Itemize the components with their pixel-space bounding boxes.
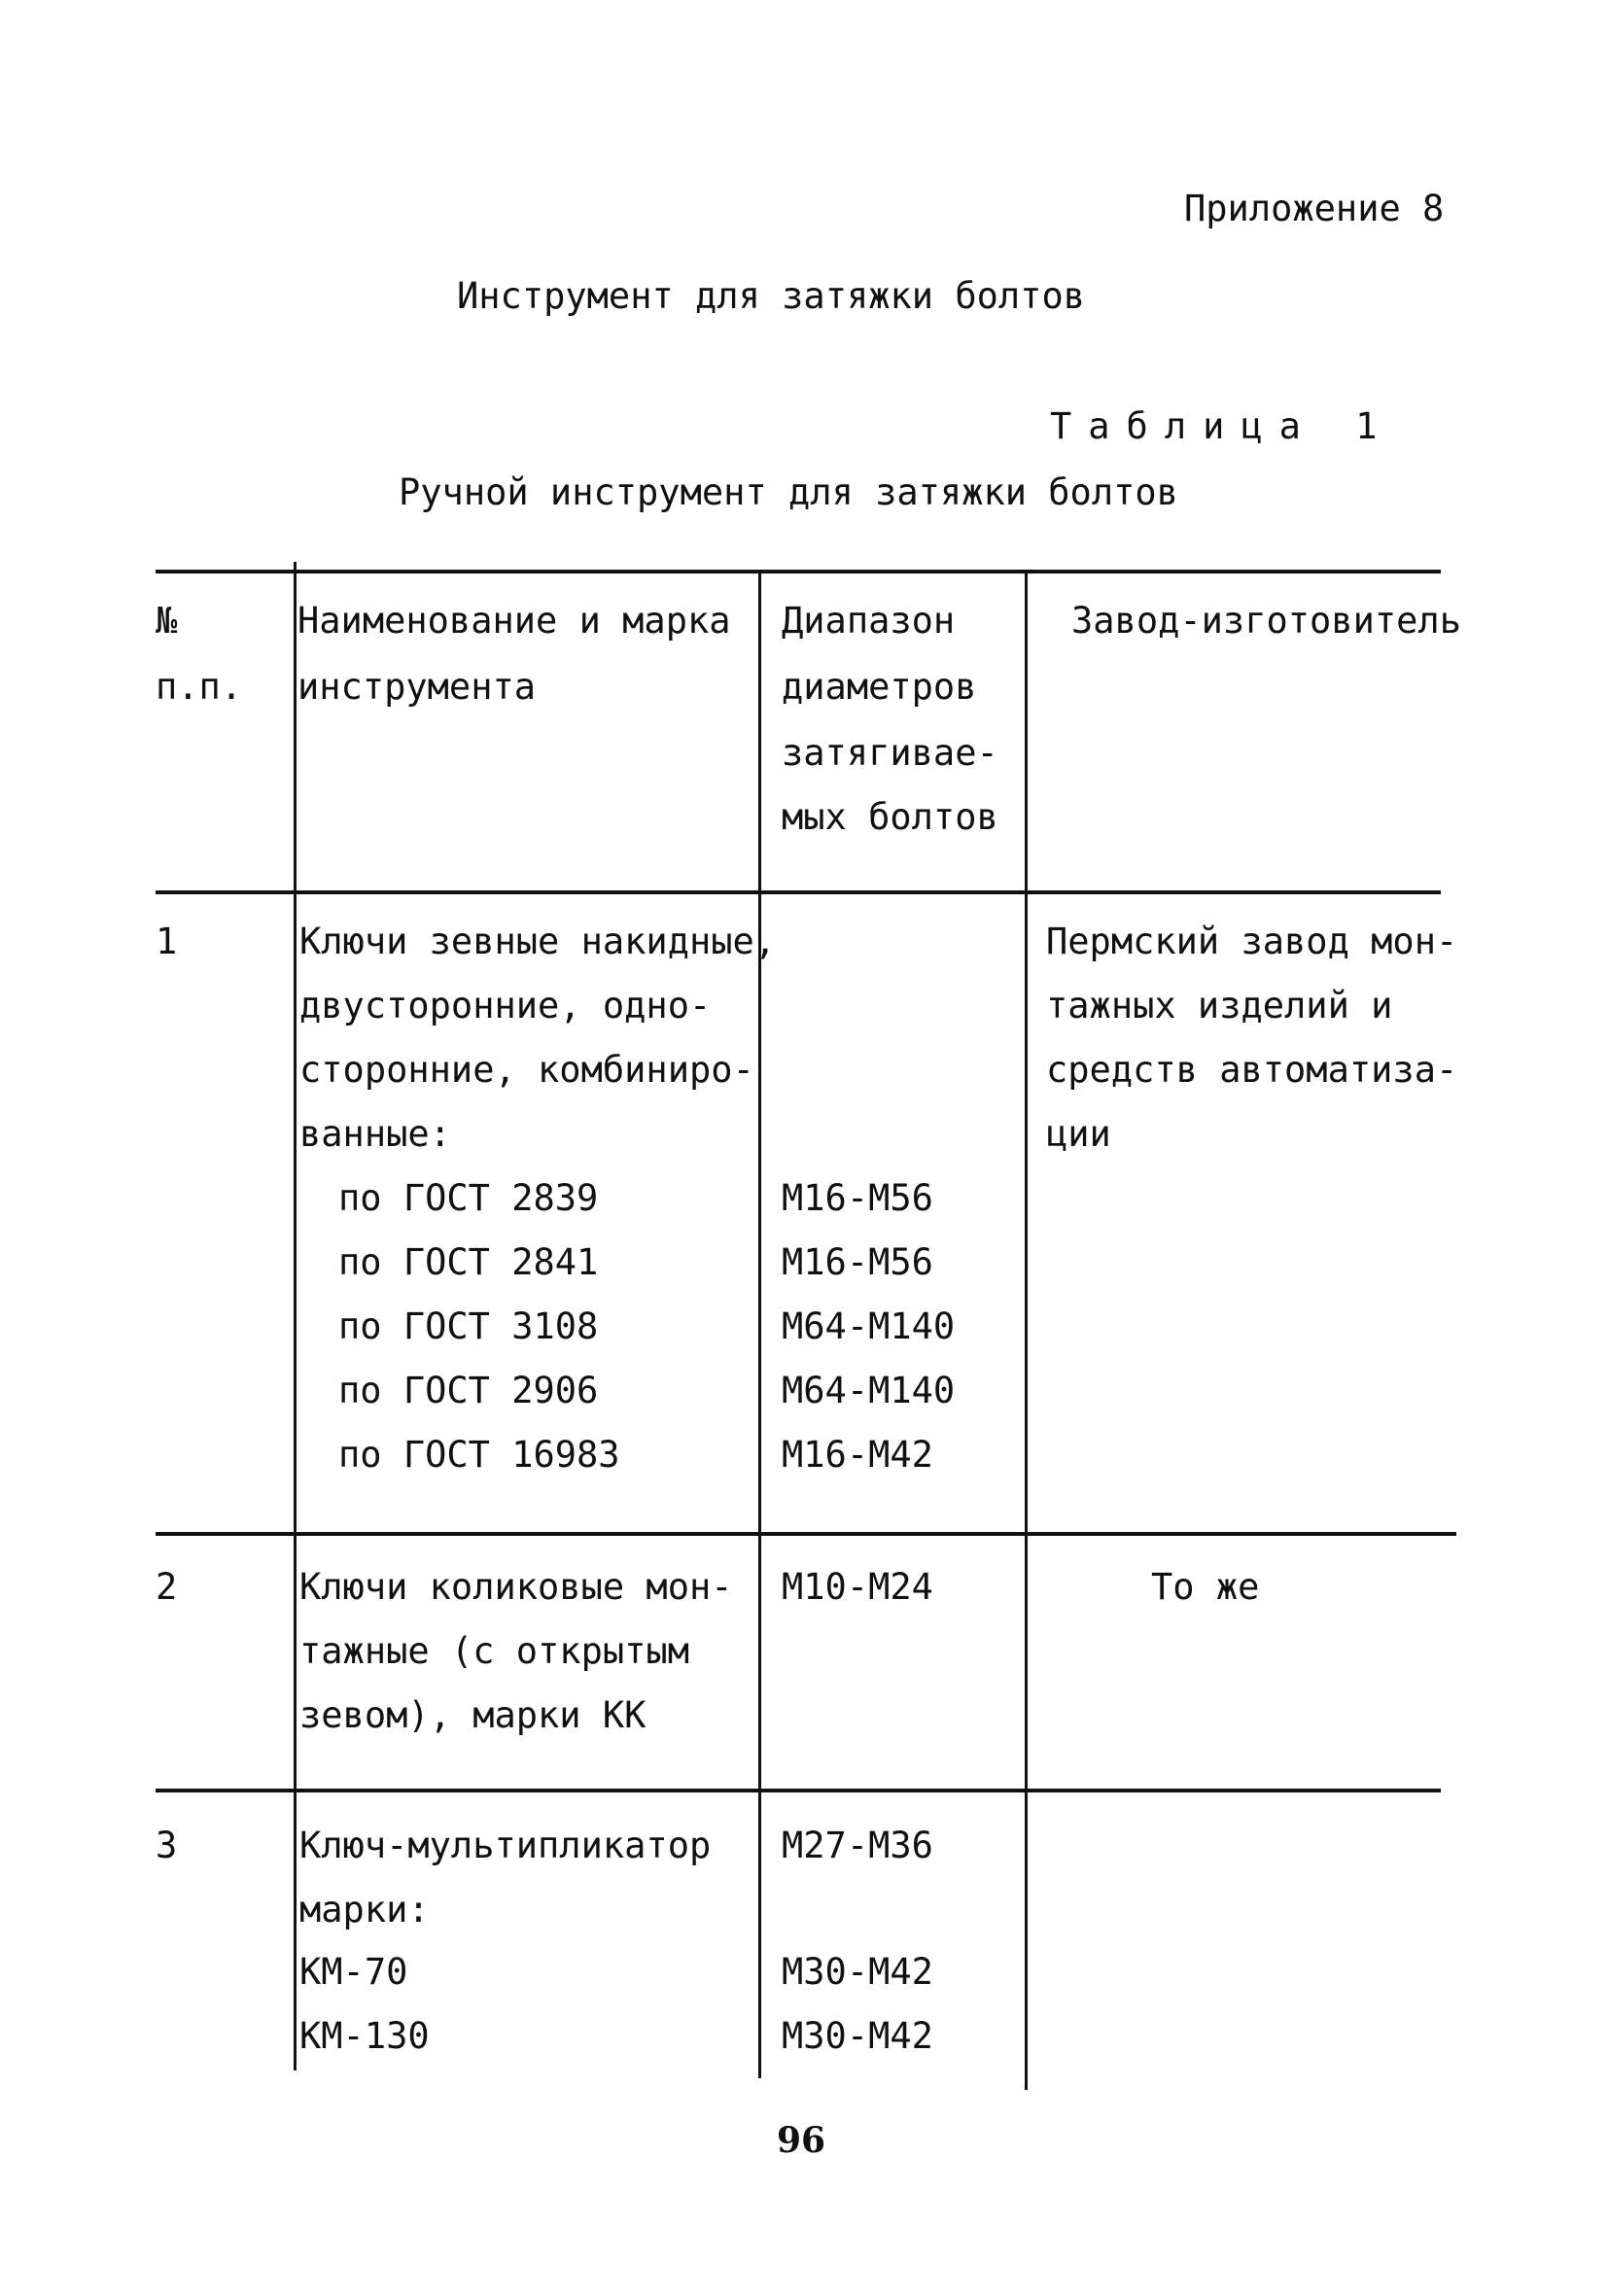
row-1-sub-item-3-name: по ГОСТ 3108 bbox=[338, 1305, 599, 1347]
row-1-sub-item-4-name: по ГОСТ 2906 bbox=[338, 1370, 599, 1411]
row-1-maker-line-4: ции bbox=[1046, 1113, 1111, 1155]
row-1-bottom-rule bbox=[156, 1532, 1456, 1536]
row-1-maker-line-2: тажных изделий и bbox=[1046, 985, 1393, 1026]
header-range-line-1: Диапазон bbox=[782, 600, 956, 642]
row-3-name-line-3: КМ-70 bbox=[299, 1951, 408, 1993]
row-1-sub-item-1-range: М16-М56 bbox=[782, 1177, 933, 1219]
table-top-rule bbox=[156, 570, 1441, 574]
row-2-name-line-1: Ключи коликовые мон- bbox=[299, 1566, 733, 1608]
row-2-bottom-rule bbox=[156, 1789, 1441, 1792]
row-1-sub-item-3-range: М64-М140 bbox=[782, 1305, 956, 1347]
row-1-sub-item-2-range: М16-М56 bbox=[782, 1241, 933, 1283]
row-1-sub-item-1-name: по ГОСТ 2839 bbox=[338, 1177, 599, 1219]
row-2-number: 2 bbox=[156, 1566, 178, 1608]
row-3-number: 3 bbox=[156, 1825, 178, 1866]
header-range-line-4: мых болтов bbox=[782, 796, 998, 838]
document-title: Инструмент для затяжки болтов bbox=[457, 275, 1086, 317]
column-divider-2 bbox=[758, 574, 761, 2078]
row-1-maker-line-1: Пермский завод мон- bbox=[1046, 921, 1458, 962]
row-3-range-3: М30-М42 bbox=[782, 2015, 933, 2057]
row-1-sub-item-5-name: по ГОСТ 16983 bbox=[338, 1434, 620, 1476]
row-3-name-line-4: КМ-130 bbox=[299, 2015, 430, 2057]
row-1-number: 1 bbox=[156, 921, 178, 962]
header-num-abbr: п.п. bbox=[156, 666, 243, 708]
row-2-maker: То же bbox=[1151, 1566, 1260, 1608]
header-name-line-2: инструмента bbox=[297, 666, 537, 708]
appendix-label: Приложение 8 bbox=[1184, 188, 1445, 229]
row-1-name-line-3: сторонние, комбиниро- bbox=[299, 1049, 754, 1091]
row-2-range: М10-М24 bbox=[782, 1566, 933, 1608]
row-1-name-line-4: ванные: bbox=[299, 1113, 451, 1155]
table-label: Таблица 1 bbox=[1050, 405, 1394, 447]
column-divider-1 bbox=[294, 562, 297, 2070]
row-3-range-2: М30-М42 bbox=[782, 1951, 933, 1993]
row-1-sub-item-5-range: М16-М42 bbox=[782, 1434, 933, 1476]
header-range-line-2: диаметров bbox=[782, 666, 977, 708]
row-1-maker-line-3: средств автоматиза- bbox=[1046, 1049, 1458, 1091]
row-3-name-line-2: марки: bbox=[299, 1889, 430, 1931]
row-1-name-line-2: двусторонние, одно- bbox=[299, 985, 712, 1026]
row-2-name-line-2: тажные (с открытым bbox=[299, 1630, 689, 1672]
row-2-name-line-3: зевом), марки КК bbox=[299, 1694, 647, 1736]
header-range-line-3: затягивае- bbox=[782, 732, 998, 774]
row-1-name-line-1: Ключи зевные накидные, bbox=[299, 921, 777, 962]
header-num-symbol: № bbox=[156, 600, 178, 642]
header-maker: Завод-изготовитель bbox=[1071, 600, 1461, 642]
row-3-name-line-1: Ключ-мультипликатор bbox=[299, 1825, 712, 1866]
page-number: 96 bbox=[777, 2120, 826, 2161]
header-name-line-1: Наименование и марка bbox=[297, 600, 731, 642]
column-divider-3 bbox=[1025, 574, 1028, 2090]
row-1-sub-item-2-name: по ГОСТ 2841 bbox=[338, 1241, 599, 1283]
header-bottom-rule bbox=[156, 890, 1441, 894]
row-3-range-1: М27-М36 bbox=[782, 1825, 933, 1866]
table-title: Ручной инструмент для затяжки болтов bbox=[399, 471, 1178, 513]
row-1-sub-item-4-range: М64-М140 bbox=[782, 1370, 956, 1411]
